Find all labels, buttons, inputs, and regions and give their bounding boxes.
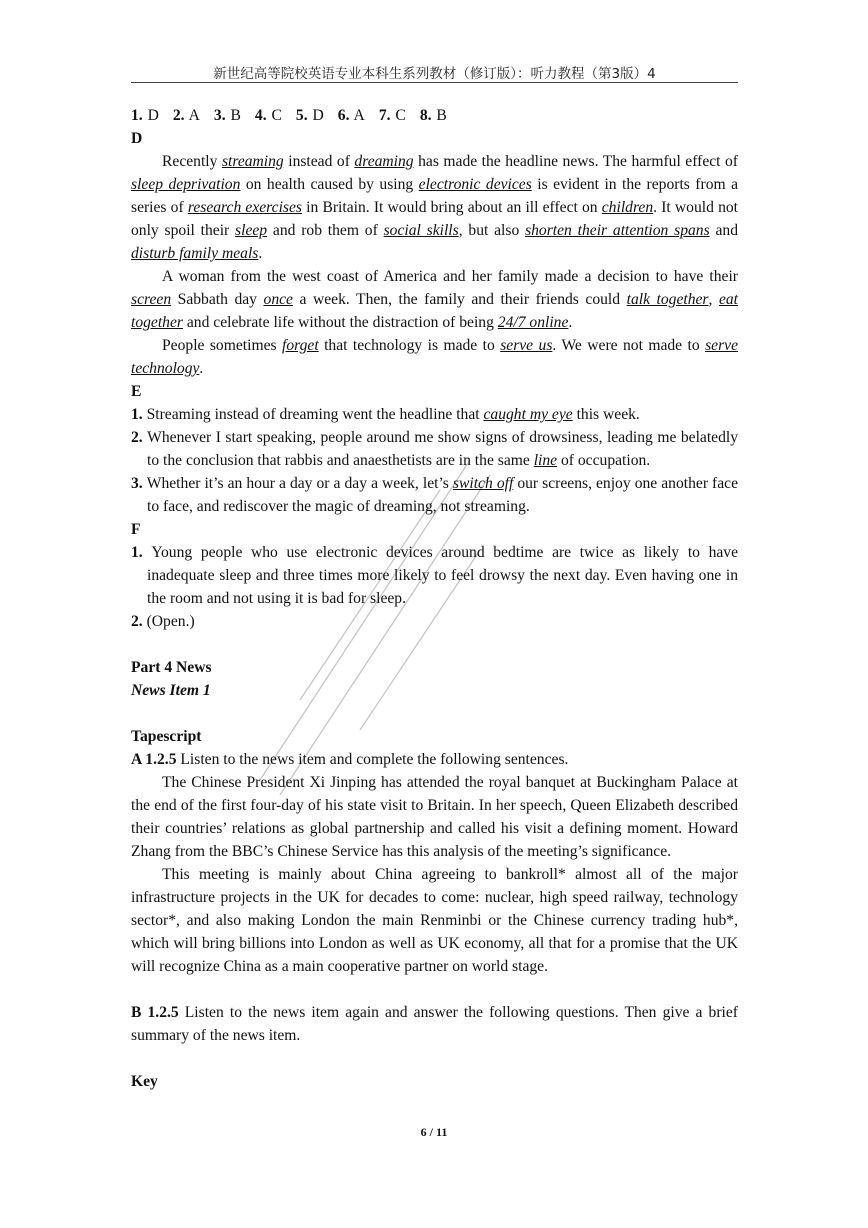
item-number: 2. — [131, 429, 148, 446]
answer-blank-text: dreaming — [354, 153, 414, 170]
answer-number: 3. — [213, 107, 226, 124]
paragraph-text: on health caused by using — [240, 176, 419, 193]
answer-blank-text: research exercises — [187, 199, 302, 216]
section-d-paragraph-1 — [131, 150, 738, 265]
answer-value: B — [225, 107, 241, 124]
paragraph-text: . It would not only spoil their — [131, 199, 738, 239]
paragraph-text: Sabbath day — [171, 291, 264, 308]
list-item — [131, 610, 738, 633]
paragraph-text: People sometimes — [162, 337, 282, 354]
paragraph-text: and — [709, 222, 739, 239]
answer-value: A — [349, 107, 365, 124]
paragraph-text: . — [568, 314, 573, 331]
answer-blank-text: eat together — [131, 291, 739, 331]
answer-blank-text: screen — [131, 291, 172, 308]
list-item — [131, 426, 738, 472]
section-e-list — [131, 403, 738, 518]
paragraph-text: . — [258, 245, 263, 262]
paragraph-text: and celebrate life without the distraction of being — [182, 314, 498, 331]
answer-number: 5. — [295, 107, 308, 124]
item-text: (Open.) — [146, 613, 195, 630]
item-number: 3. — [131, 475, 147, 492]
task-b-text: Listen to the news item again and answer the following questions. Then give a brief summary of the news item. — [131, 1004, 738, 1044]
tapescript-paragraph-1: The Chinese President Xi Jinping has attended the royal banquet at Buckingham Palace at the end of the first four-day of his state visit to Britain. In her speech, Queen Elizabeth described their countries’ relations as global partnership and called his visit a defining moment. Howard Zhang from the BBC’s Chinese Service has this analysis of the meeting’s significance. — [131, 774, 738, 860]
paragraph-text: and rob them of — [267, 222, 384, 239]
answer-blank-text: once — [263, 291, 293, 308]
news-item-title: News Item 1 — [131, 682, 211, 699]
answer-value: C — [266, 107, 282, 124]
item-number: 1. — [131, 544, 152, 561]
task-a-label: A 1.2.5 — [131, 751, 177, 768]
task-a-instruction — [131, 748, 738, 771]
paragraph-text: of occupation. — [557, 452, 651, 469]
answer-blank-text: sleep — [235, 222, 268, 239]
answer-number: 4. — [254, 107, 267, 124]
answer-number: 8. — [419, 107, 432, 124]
tapescript-paragraph-2: This meeting is mainly about China agreeing to bankroll* almost all of the major infrastructure projects in the UK for decades to come: nuclear, high speed railway, technology sector*, and also making London the main Renminbi or the Chinese currency trading hub*, which will bring billions into London as well as UK economy, all that for a promise that the UK will recognize China as a main cooperative partner on world stage. — [131, 866, 738, 975]
paragraph-text: Whenever I start speaking, people around me show signs of drowsiness, leading me belatedly to the conclusion that rabbis and anaesthetists are in the same — [147, 429, 738, 469]
answer-blank-text: serve technology — [131, 337, 738, 377]
answer-value: A — [184, 107, 200, 124]
answer-number: 7. — [378, 107, 391, 124]
section-f-list — [131, 541, 738, 633]
section-d-paragraph-3 — [131, 334, 738, 380]
answer-blank-text: caught my eye — [483, 406, 573, 423]
item-text: Young people who use electronic devices around bedtime are twice as likely to have inadequate sleep and three times more likely to feel drowsy the next day. Even having one in the room and not using it is bad for sleep. — [147, 544, 739, 607]
answer-blank-text: shorten their attention spans — [525, 222, 710, 239]
section-e-label: E — [131, 383, 142, 400]
answer-value: B — [431, 107, 447, 124]
answer-blank-text: electronic devices — [418, 176, 532, 193]
paragraph-text: A woman from the west coast of America and her family made a decision to have their — [162, 268, 738, 285]
key-label: Key — [131, 1073, 158, 1090]
task-b-instruction — [131, 1001, 738, 1047]
paragraph-text: in Britain. It would bring about an ill effect on — [301, 199, 602, 216]
answer-blank-text: line — [533, 452, 558, 469]
answer-blank-text: talk together — [626, 291, 709, 308]
answer-value: C — [390, 107, 406, 124]
section-f-label: F — [131, 521, 141, 538]
answer-blank-text: switch off — [452, 475, 514, 492]
paragraph-text: Streaming instead of dreaming went the headline that — [146, 406, 484, 423]
item-number: 1. — [131, 406, 147, 423]
answer-blank-text: children — [601, 199, 654, 216]
section-d-label: D — [131, 130, 143, 147]
paragraph-text: is evident in the reports from a series of — [131, 176, 738, 216]
paragraph-text: Recently — [162, 153, 222, 170]
list-item — [131, 541, 738, 610]
list-item — [131, 403, 738, 426]
paragraph-text: a week. Then, the family and their friends could — [292, 291, 627, 308]
paragraph-text: , — [708, 291, 719, 308]
answer-number: 2. — [172, 107, 185, 124]
answer-blank-text: social skills — [383, 222, 459, 239]
paragraph-text: . — [199, 360, 204, 377]
paragraph-text: has made the headline news. The harmful effect of — [413, 153, 739, 170]
paragraph-text: Whether it’s an hour a day or a day a week, let’s — [146, 475, 453, 492]
paragraph-text: , but also — [458, 222, 526, 239]
part-title: Part 4 News — [131, 659, 212, 676]
answer-blank-text: sleep deprivation — [131, 176, 241, 193]
paragraph-text: instead of — [283, 153, 355, 170]
answer-key-line — [131, 104, 738, 127]
answer-blank-text: serve us — [500, 337, 553, 354]
paragraph-text: that technology is made to — [318, 337, 501, 354]
answer-value: D — [142, 107, 159, 124]
page-header: 新世纪高等院校英语专业本科生系列教材（修订版）：听力教程（第3版）4 — [213, 66, 656, 82]
page-number: 6 / 11 — [420, 1125, 448, 1139]
list-item — [131, 472, 738, 518]
answer-blank-text: disturb family meals — [131, 245, 259, 262]
answer-blank-text: 24/7 online — [497, 314, 569, 331]
tapescript-label: Tapescript — [131, 728, 202, 745]
paragraph-text: our screens, enjoy one another face to face, and rediscover the magic of dreaming, not streaming. — [147, 475, 739, 515]
answer-value: D — [307, 107, 324, 124]
task-a-text: Listen to the news item and complete the following sentences. — [176, 751, 569, 768]
paragraph-text: this week. — [572, 406, 640, 423]
answer-blank-text: streaming — [221, 153, 284, 170]
answer-number: 1. — [131, 107, 143, 124]
paragraph-text: . We were not made to — [552, 337, 706, 354]
task-b-label: B 1.2.5 — [131, 1004, 179, 1021]
document-body — [131, 104, 738, 1093]
header-rule — [131, 82, 738, 83]
answer-blank-text: forget — [282, 337, 319, 354]
answer-number: 6. — [337, 107, 350, 124]
item-number: 2. — [131, 613, 147, 630]
section-d-paragraph-2 — [131, 265, 738, 334]
